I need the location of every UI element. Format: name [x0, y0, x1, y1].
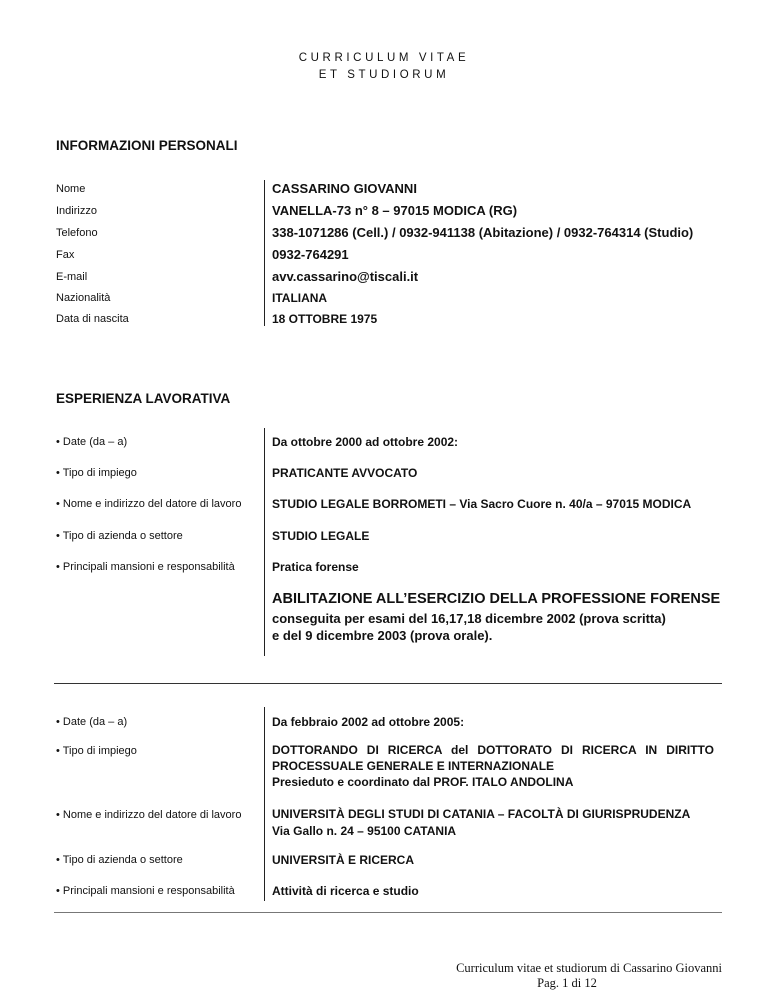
qualification-line3: e del 9 dicembre 2003 (prova orale).	[272, 628, 493, 643]
value-nazionalita: ITALIANA	[272, 291, 328, 305]
job1-date-label: • Date (da – a)	[56, 436, 128, 448]
job2-sector-value: UNIVERSITÀ E RICERCA	[272, 853, 415, 867]
job1-type-value: PRATICANTE AVVOCATO	[272, 466, 418, 480]
job2-employer-label: • Nome e indirizzo del datore di lavoro	[56, 809, 242, 821]
section-separator	[54, 683, 722, 684]
label-telefono: Telefono	[56, 227, 98, 239]
job2-type-line1: DOTTORANDO DI RICERCA del DOTTORATO DI RICERCA IN DIRITTO	[272, 743, 714, 757]
job2-type-line2: PROCESSUALE GENERALE E INTERNAZIONALE	[272, 759, 555, 773]
value-email: avv.cassarino@tiscali.it	[272, 269, 419, 284]
value-nome: CASSARINO GIOVANNI	[272, 181, 417, 196]
job1-type-label: • Tipo di impiego	[56, 467, 137, 479]
label-indirizzo: Indirizzo	[56, 205, 97, 217]
section-title-personal: INFORMAZIONI PERSONALI	[56, 138, 238, 153]
job2-duties-value: Attività di ricerca e studio	[272, 884, 419, 898]
value-fax: 0932-764291	[272, 247, 349, 262]
job1-sector-label: • Tipo di azienda o settore	[56, 530, 183, 542]
job1-employer-value: STUDIO LEGALE BORROMETI – Via Sacro Cuore n. 40/a – 97015 MODICA	[272, 497, 692, 511]
job2-date-label: • Date (da – a)	[56, 716, 128, 728]
footer-author: Curriculum vitae et studiorum di Cassarino Giovanni	[456, 961, 722, 975]
job2-employer-line2: Via Gallo n. 24 – 95100 CATANIA	[272, 824, 457, 838]
personal-divider	[264, 180, 265, 326]
footer-page-number: Pag. 1 di 12	[537, 976, 597, 990]
label-nazionalita: Nazionalità	[56, 292, 111, 304]
job1-date-value: Da ottobre 2000 ad ottobre 2002:	[272, 435, 459, 449]
job1-employer-label: • Nome e indirizzo del datore di lavoro	[56, 498, 242, 510]
job2-type-label: • Tipo di impiego	[56, 745, 137, 757]
qualification-line2: conseguita per esami del 16,17,18 dicembre 2002 (prova scritta)	[272, 611, 666, 626]
section-title-experience: ESPERIENZA LAVORATIVA	[56, 391, 231, 406]
document-title-line2: ET STUDIORUM	[318, 69, 450, 81]
job2-sector-label: • Tipo di azienda o settore	[56, 854, 183, 866]
page-bottom-rule	[54, 912, 722, 913]
qualification-title: ABILITAZIONE ALL’ESERCIZIO DELLA PROFESSIONE FORENSE	[272, 591, 721, 607]
job2-type-line3: Presieduto e coordinato dal PROF. ITALO ANDOLINA	[272, 775, 574, 789]
value-indirizzo: VANELLA-73 n° 8 – 97015 MODICA (RG)	[272, 203, 518, 218]
label-nome: Nome	[56, 183, 86, 195]
document-title-line1: CURRICULUM VITAE	[298, 52, 470, 64]
experience-divider-1	[264, 428, 265, 656]
job1-sector-value: STUDIO LEGALE	[272, 529, 370, 543]
job2-date-value: Da febbraio 2002 ad ottobre 2005:	[272, 715, 465, 729]
job2-duties-label: • Principali mansioni e responsabilità	[56, 885, 235, 897]
value-data-nascita: 18 OTTOBRE 1975	[272, 312, 378, 326]
experience-divider-2	[264, 707, 265, 901]
job1-duties-label: • Principali mansioni e responsabilità	[56, 561, 235, 573]
job2-employer-line1: UNIVERSITÀ DEGLI STUDI DI CATANIA – FACOLTÀ DI GIURISPRUDENZA	[272, 807, 691, 821]
label-data-nascita: Data di nascita	[56, 313, 129, 325]
label-fax: Fax	[56, 249, 75, 261]
label-email: E-mail	[56, 271, 88, 283]
job1-duties-value: Pratica forense	[272, 560, 359, 574]
value-telefono: 338-1071286 (Cell.) / 0932-941138 (Abitazione) / 0932-764314 (Studio)	[272, 225, 694, 240]
